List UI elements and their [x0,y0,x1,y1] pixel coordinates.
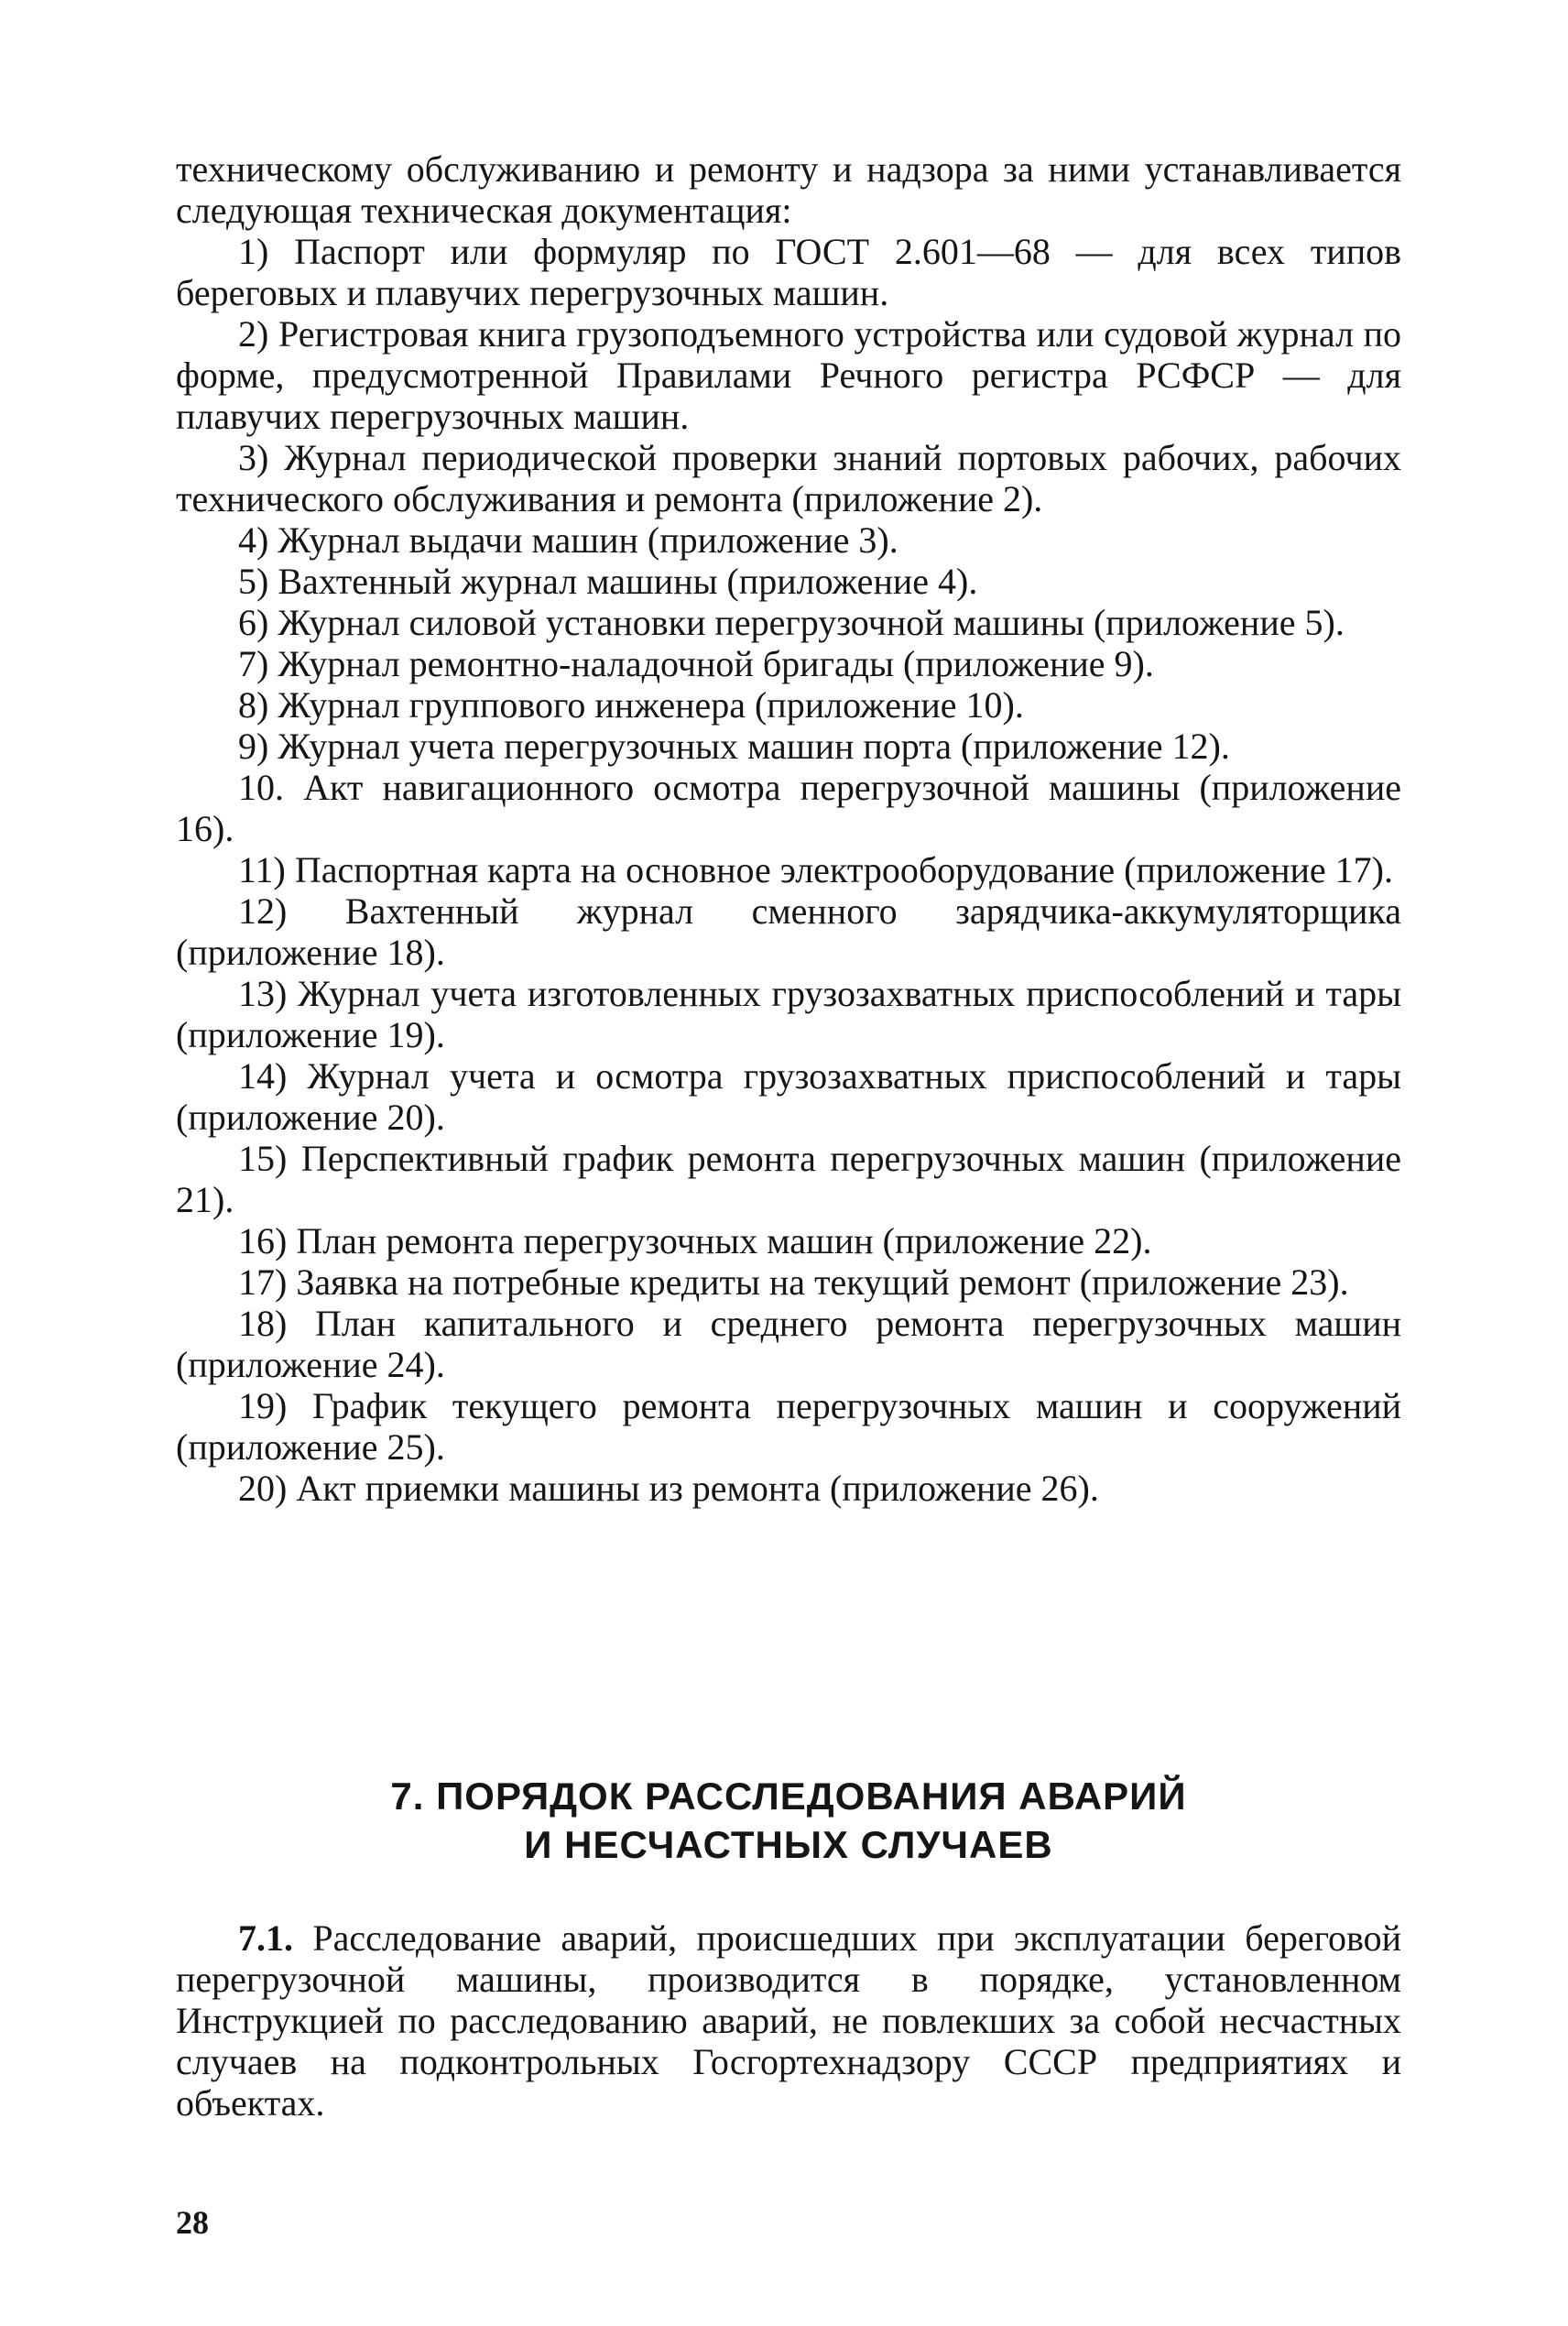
intro-paragraph: техническому обслуживанию и ремонту и надзора за ними устанавливается следующая техническая документация: [176,148,1401,231]
paragraph-number: 7.1. [238,1917,293,1959]
list-item: 11) Паспортная карта на основное электрооборудование (приложение 17). [238,849,1393,890]
list-item: 14) Журнал учета и осмотра грузозахватных приспособлений и тары (приложение 20). [176,1055,1401,1138]
list-item: 1) Паспорт или формуляр по ГОСТ 2.601—68 — для всех типов береговых и плавучих перегрузочных машин. [176,231,1401,313]
documentation-list-section [176,148,1401,1509]
section-body [176,1917,1401,2124]
section-paragraph [176,1917,1401,2124]
section-heading [176,1772,1401,1869]
list-item: 19) График текущего ремонта перегрузочных машин и сооружений (приложение 25). [176,1385,1401,1468]
page-number: 28 [176,2204,209,2241]
list-item: 18) План капитального и среднего ремонта перегрузочных машин (приложение 24). [176,1303,1401,1385]
section-heading-line-1: 7. ПОРЯДОК РАССЛЕДОВАНИЯ АВАРИЙ [390,1775,1187,1818]
paragraph-text: Расследование аварий, происшедших при эксплуатации береговой перегрузочной машины, производится в порядке, установленном Инструкцией по расследованию аварий, не повлекших за собой несчастных случаев на подконтрольных Госгортехнадзору СССР предприятиях и объектах. [176,1917,1402,2124]
list-item: 16) План ремонта перегрузочных машин (приложение 22). [238,1220,1152,1261]
list-item: 4) Журнал выдачи машин (приложение 3). [238,519,898,561]
list-item: 6) Журнал силовой установки перегрузочной машины (приложение 5). [238,602,1345,643]
list-item: 17) Заявка на потребные кредиты на текущий ремонт (приложение 23). [238,1261,1349,1303]
list-item: 15) Перспективный график ремонта перегрузочных машин (приложение 21). [176,1138,1401,1220]
section-heading-line-2: И НЕСЧАСТНЫХ СЛУЧАЕВ [524,1823,1053,1866]
documentation-list [176,231,1401,1509]
list-item: 3) Журнал периодической проверки знаний портовых рабочих, рабочих технического обслуживания и ремонта (приложение 2). [176,437,1401,519]
list-item: 9) Журнал учета перегрузочных машин порта (приложение 12). [238,726,1230,767]
list-item: 8) Журнал группового инженера (приложение 10). [238,684,1024,726]
list-item: 10. Акт навигационного осмотра перегрузочной машины (приложение 16). [176,767,1401,849]
list-item: 12) Вахтенный журнал сменного зарядчика-аккумуляторщика (приложение 18). [176,890,1401,973]
list-item: 2) Регистровая книга грузоподъемного устройства или судовой журнал по форме, предусмотренной Правилами Речного регистра РСФСР — для плавучих перегрузочных машин. [176,313,1401,437]
list-item: 13) Журнал учета изготовленных грузозахватных приспособлений и тары (приложение 19). [176,973,1401,1055]
list-item: 5) Вахтенный журнал машины (приложение 4). [238,561,978,602]
list-item: 20) Акт приемки машины из ремонта (приложение 26). [238,1468,1099,1509]
list-item: 7) Журнал ремонтно-наладочной бригады (приложение 9). [238,643,1154,684]
